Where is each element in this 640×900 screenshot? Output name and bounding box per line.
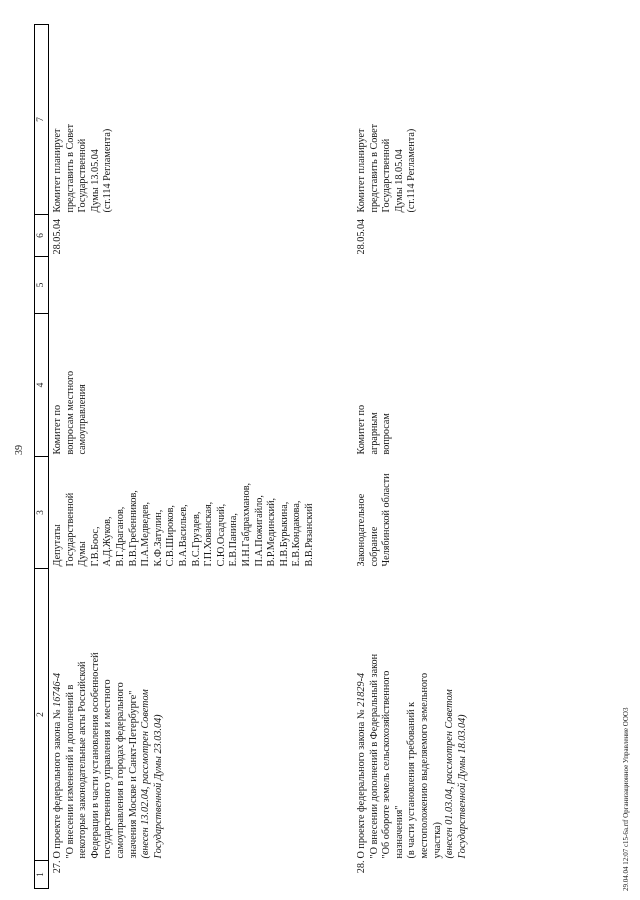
initiator-line: Челябинской области (381, 473, 393, 567)
column-header: 1 (35, 861, 49, 889)
initiator-line: П.А.Медведев, (140, 501, 152, 567)
initiator-line: С.Ю.Осадчий, (215, 503, 227, 567)
bill-note-line: (внесен 01.03.04, рассмотрен Советом (444, 689, 456, 859)
plan-line: представить в Совет (368, 123, 380, 213)
date-cell: 28.05.04 (52, 218, 63, 255)
bills-table (34, 24, 616, 889)
bill-title-line: назначения" (393, 805, 405, 859)
bill-title-line: некоторые законодательные акты Российской (77, 661, 89, 859)
bill-title-line: участка) (431, 822, 443, 859)
initiator-line: Г.П.Хованская, (203, 501, 215, 567)
footer-filename: 29.04.04 12:07 с15-6а.rtf Организационное Управление ООО3 (622, 707, 630, 891)
committee-cell (49, 314, 353, 457)
plan-line: Комитет планирует (52, 128, 63, 213)
bill-note-line: Государственной Думы 18.03.04) (456, 714, 468, 859)
plan-line: Думы 13.05.04 (89, 149, 101, 213)
table-row (352, 25, 616, 889)
initiator-line: С.В.Широков, (165, 505, 177, 567)
bill-title-line (356, 569, 369, 859)
plan-cell (49, 25, 353, 215)
initiator-line: П.А.Пожигайло, (253, 495, 265, 567)
date-cell: 28.05.04 (356, 218, 367, 255)
plan-cell (352, 25, 616, 215)
bill-note-line: Государственной Думы 23.03.04) (152, 714, 164, 859)
bill-title-line: (в части установления требований к (406, 701, 418, 859)
column-5-cell (352, 257, 616, 314)
initiator-line: Н.В.Бурыкина, (278, 501, 290, 567)
committee-cell (352, 314, 616, 457)
bill-title-line: "О внесении дополнений в Федеральный закон (368, 653, 380, 859)
bill-title-line: самоуправления в городах федерального (114, 682, 126, 859)
plan-line: Государственной (77, 138, 89, 213)
plan-line: Государственной (381, 138, 393, 213)
bill-number: 21829-4 (356, 672, 367, 707)
table-row (49, 25, 353, 889)
plan-line: Думы 18.05.04 (393, 149, 405, 213)
initiator-line: Е.В.Панина, (228, 513, 240, 567)
plan-line: представить в Совет (64, 123, 76, 213)
bill-title-cell (352, 569, 616, 861)
committee-line: вопросам местного (64, 370, 76, 455)
initiator-line: И.Н.Габдрахманов, (240, 482, 252, 567)
bill-title-line: значения Москве и Санкт-Петербурге" (127, 690, 139, 859)
row-number: 28. (356, 860, 367, 874)
bill-title-line: Федерации в части установления особенностей (89, 652, 101, 859)
initiator-line: Законодательное (356, 493, 367, 567)
column-header: 2 (35, 569, 49, 861)
initiator-line: В.В.Рязанский (303, 503, 315, 567)
bill-number: 16746-4 (52, 672, 63, 707)
bill-note-line: (внесен 13.02.04, рассмотрен Советом (140, 689, 152, 859)
bill-title-line: государственного управления и местного (102, 679, 114, 859)
column-header: 3 (35, 457, 49, 569)
committee-line: самоуправления (77, 384, 89, 455)
column-header: 7 (35, 25, 49, 215)
initiator-line: В.В.Гребенников, (127, 490, 139, 567)
plan-line: Комитет планирует (356, 128, 367, 213)
initiator-line: В.Р.Мединский, (266, 497, 278, 567)
bill-title-line: "Об обороте земель сельскохозяйственного (381, 670, 393, 859)
committee-line: Комитет по (356, 404, 367, 455)
column-header: 6 (35, 215, 49, 257)
committee-line: вопросам (381, 413, 393, 455)
initiator-cell (352, 457, 616, 569)
bill-title-prefix: О проекте федерального закона № (356, 706, 367, 859)
bill-title-prefix: О проекте федерального закона № (52, 706, 63, 859)
plan-line: (ст.114 Регламента) (102, 128, 114, 213)
bill-title-line: "О внесении изменений и дополнений в (64, 684, 76, 859)
initiator-line: Е.В.Кондакова, (291, 500, 303, 567)
column-header: 4 (35, 314, 49, 457)
plan-line: (ст.114 Регламента) (406, 128, 418, 213)
initiator-line: Думы (77, 541, 89, 567)
bill-title-cell (49, 569, 353, 861)
row-number: 27. (52, 860, 63, 874)
bill-title-line (52, 569, 65, 859)
column-number-header (35, 25, 49, 889)
initiator-line: В.С.Груздев, (190, 511, 202, 567)
initiator-line: Государственной (64, 492, 76, 567)
committee-line: аграрным (368, 412, 380, 455)
initiator-line: Г.В.Боос, (89, 526, 101, 567)
page-number: 39 (14, 445, 25, 455)
column-header: 5 (35, 257, 49, 314)
initiator-line: В.А.Васильев, (177, 504, 189, 567)
initiator-line: Депутаты (52, 524, 63, 567)
bill-title-line: местоположению выделяемого земельного (418, 672, 430, 859)
committee-line: Комитет по (52, 404, 63, 455)
initiator-line: собрание (368, 526, 380, 567)
initiator-cell (49, 457, 353, 569)
initiator-line: В.Г.Драганов, (114, 506, 126, 567)
initiator-line: К.Ф.Затулин, (152, 509, 164, 567)
initiator-line: А.Д.Жуков, (102, 516, 114, 567)
column-5-cell (49, 257, 353, 314)
